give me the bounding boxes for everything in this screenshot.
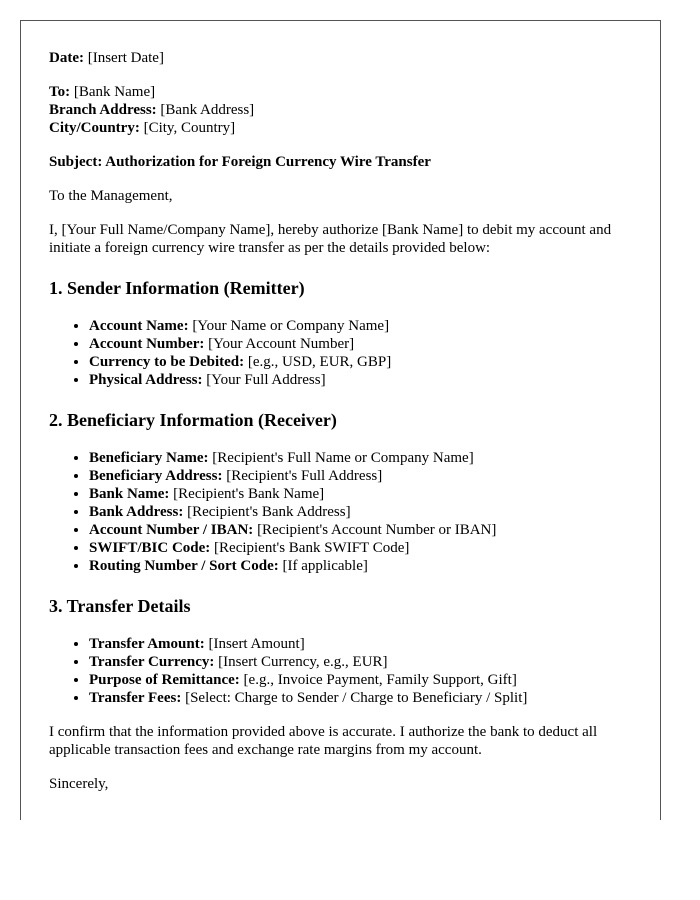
list-item <box>89 557 632 575</box>
to-line <box>49 83 632 101</box>
section-heading: 1. Sender Information (Remitter) <box>49 278 305 298</box>
to-value: [Bank Name] <box>70 84 156 100</box>
item-label: Account Number: <box>89 336 205 352</box>
list-item <box>89 635 632 653</box>
section-heading: 2. Beneficiary Information (Receiver) <box>49 410 337 430</box>
branch-label: Branch Address: <box>49 102 157 118</box>
list-item <box>89 503 632 521</box>
date-line <box>49 49 632 67</box>
item-value: [Recipient's Full Address] <box>222 468 383 484</box>
confirmation-paragraph: I confirm that the information provided above is accurate. I authorize the bank to deduct all applicable transaction fees and exchange rate margins from my account. <box>49 724 598 758</box>
item-value: [Recipient's Account Number or IBAN] <box>253 522 497 538</box>
item-label: Currency to be Debited: <box>89 354 245 370</box>
item-value: [Your Name or Company Name] <box>188 318 390 334</box>
item-value: [Insert Currency, e.g., EUR] <box>214 654 388 670</box>
intro-paragraph: I, [Your Full Name/Company Name], hereby authorize [Bank Name] to debit my account and initiate a foreign currency wire transfer as per the details provided below: <box>49 222 612 256</box>
item-label: Purpose of Remittance: <box>89 672 240 688</box>
list-item <box>89 485 632 503</box>
item-label: SWIFT/BIC Code: <box>89 540 211 556</box>
date-label: Date: <box>49 50 84 66</box>
list-item <box>89 317 632 335</box>
item-label: Transfer Fees: <box>89 690 182 706</box>
list-item <box>89 353 632 371</box>
letter-page <box>20 20 661 820</box>
branch-line <box>49 101 632 119</box>
list-item <box>89 539 632 557</box>
section-beneficiary <box>49 409 632 575</box>
list-item <box>89 671 632 689</box>
subject-line <box>49 153 632 171</box>
to-label: To: <box>49 84 71 100</box>
item-label: Bank Name: <box>89 486 170 502</box>
item-label: Beneficiary Address: <box>89 468 223 484</box>
item-value: [Insert Amount] <box>204 636 305 652</box>
subject-text: Subject: Authorization for Foreign Currency Wire Transfer <box>49 154 431 170</box>
item-value: [Recipient's Bank SWIFT Code] <box>210 540 410 556</box>
item-value: [If applicable] <box>278 558 368 574</box>
list-item <box>89 689 632 707</box>
item-value: [Recipient's Full Name or Company Name] <box>208 450 474 466</box>
item-label: Bank Address: <box>89 504 184 520</box>
section-sender <box>49 277 632 389</box>
closing-line: Sincerely, <box>49 776 109 792</box>
item-label: Physical Address: <box>89 372 203 388</box>
beneficiary-list <box>49 449 632 575</box>
letter-content <box>21 21 660 793</box>
list-item <box>89 335 632 353</box>
item-value: [Your Full Address] <box>202 372 326 388</box>
city-label: City/Country: <box>49 120 140 136</box>
item-label: Account Name: <box>89 318 189 334</box>
city-value: [City, Country] <box>139 120 236 136</box>
item-value: [Select: Charge to Sender / Charge to Beneficiary / Split] <box>181 690 528 706</box>
section-heading: 3. Transfer Details <box>49 596 191 616</box>
item-label: Transfer Currency: <box>89 654 215 670</box>
city-line <box>49 119 632 137</box>
item-value: [Your Account Number] <box>204 336 355 352</box>
item-label: Account Number / IBAN: <box>89 522 254 538</box>
list-item <box>89 467 632 485</box>
list-item <box>89 653 632 671</box>
item-value: [Recipient's Bank Address] <box>183 504 351 520</box>
list-item <box>89 449 632 467</box>
item-value: [Recipient's Bank Name] <box>169 486 325 502</box>
item-label: Routing Number / Sort Code: <box>89 558 279 574</box>
salutation: To the Management, <box>49 188 173 204</box>
list-item <box>89 371 632 389</box>
item-value: [e.g., Invoice Payment, Family Support, Gift] <box>239 672 517 688</box>
sender-list <box>49 317 632 389</box>
branch-value: [Bank Address] <box>156 102 255 118</box>
item-label: Transfer Amount: <box>89 636 205 652</box>
list-item <box>89 521 632 539</box>
transfer-list <box>49 635 632 707</box>
item-value: [e.g., USD, EUR, GBP] <box>244 354 392 370</box>
section-transfer <box>49 595 632 707</box>
recipient-block <box>49 83 632 137</box>
item-label: Beneficiary Name: <box>89 450 209 466</box>
date-value: [Insert Date] <box>83 50 164 66</box>
